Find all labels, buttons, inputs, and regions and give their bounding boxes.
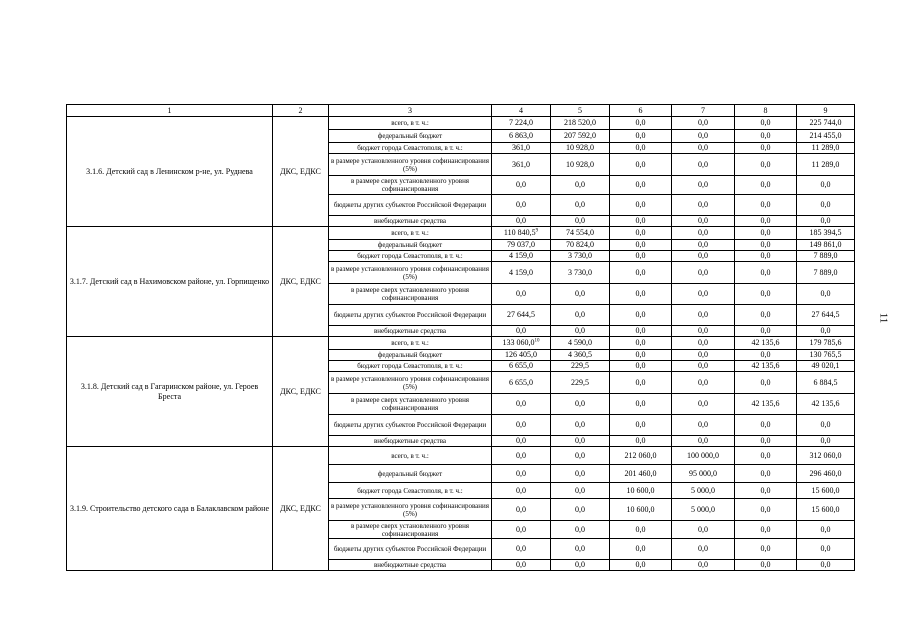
value-cell: 0,0 (610, 227, 672, 240)
executor-cell: ДКС, ЕДКС (273, 337, 329, 447)
value-cell: 10 600,0 (610, 483, 672, 499)
value-cell: 0,0 (797, 326, 855, 337)
funding-source-cell: в размере установленного уровня софинансирования (5%) (329, 262, 492, 284)
value-cell: 0,0 (735, 350, 797, 361)
value-cell: 0,0 (672, 195, 735, 216)
funding-source-cell: в размере сверх установленного уровня софинансирования (329, 394, 492, 415)
value-cell: 0,0 (610, 262, 672, 284)
header-cell: 2 (273, 105, 329, 117)
value-cell: 0,0 (551, 284, 610, 305)
value-cell: 0,0 (551, 560, 610, 571)
funding-source-cell: всего, в т. ч.: (329, 117, 492, 130)
value-cell: 0,0 (610, 521, 672, 539)
executor-cell: ДКС, ЕДКС (273, 447, 329, 571)
value-cell: 0,0 (610, 240, 672, 251)
value-cell: 0,0 (610, 305, 672, 326)
value-cell: 0,0 (735, 436, 797, 447)
value-cell: 218 520,0 (551, 117, 610, 130)
value-cell: 312 060,0 (797, 447, 855, 465)
funding-source-cell: федеральный бюджет (329, 130, 492, 143)
value-cell: 179 785,6 (797, 337, 855, 350)
page-number: 11 (877, 312, 890, 324)
value-cell: 361,0 (492, 154, 551, 176)
value-cell: 0,0 (735, 499, 797, 521)
value-cell: 0,0 (672, 284, 735, 305)
value-cell: 4 159,0 (492, 262, 551, 284)
value-cell: 0,0 (551, 216, 610, 227)
value-cell: 0,0 (735, 521, 797, 539)
value-cell: 0,0 (672, 361, 735, 372)
object-name-cell: 3.1.7. Детский сад в Нахимовском районе, ул. Горпищенко (67, 227, 273, 337)
value-cell: 0,0 (735, 176, 797, 195)
value-cell (492, 227, 551, 240)
value-cell: 0,0 (672, 251, 735, 262)
value-cell: 0,0 (492, 521, 551, 539)
value-cell: 0,0 (797, 195, 855, 216)
funding-source-cell: в размере установленного уровня софинансирования (5%) (329, 372, 492, 394)
value-cell: 10 600,0 (610, 499, 672, 521)
value-cell: 0,0 (551, 499, 610, 521)
value-cell: 0,0 (492, 560, 551, 571)
value-cell: 0,0 (551, 447, 610, 465)
funding-source-cell: бюджет города Севастополя, в т. ч.: (329, 143, 492, 154)
header-cell: 6 (610, 105, 672, 117)
value-cell: 361,0 (492, 143, 551, 154)
value-cell: 0,0 (672, 176, 735, 195)
value-cell: 229,5 (551, 372, 610, 394)
value-cell: 5 000,0 (672, 483, 735, 499)
funding-source-cell: внебюджетные средства (329, 326, 492, 337)
value-cell: 0,0 (492, 284, 551, 305)
value-cell: 0,0 (551, 305, 610, 326)
value-cell: 0,0 (610, 539, 672, 560)
value-cell: 0,0 (797, 176, 855, 195)
value-cell: 0,0 (735, 154, 797, 176)
funding-source-cell: бюджеты других субъектов Российской Федерации (329, 415, 492, 436)
header-cell: 8 (735, 105, 797, 117)
header-cell: 1 (67, 105, 273, 117)
table-row (67, 447, 855, 465)
budget-table (66, 104, 855, 571)
value-cell: 0,0 (735, 117, 797, 130)
value-cell: 0,0 (610, 154, 672, 176)
funding-source-cell: всего, в т. ч.: (329, 337, 492, 350)
header-cell: 5 (551, 105, 610, 117)
value-cell: 7 224,0 (492, 117, 551, 130)
value-cell: 0,0 (610, 143, 672, 154)
value-cell: 0,0 (492, 216, 551, 227)
value-cell: 42 135,6 (735, 394, 797, 415)
value-cell: 126 405,0 (492, 350, 551, 361)
value-cell: 0,0 (492, 176, 551, 195)
value-cell: 185 394,5 (797, 227, 855, 240)
value-cell: 0,0 (551, 415, 610, 436)
value-cell: 42 135,6 (735, 337, 797, 350)
value-cell: 74 554,0 (551, 227, 610, 240)
value-cell: 0,0 (610, 216, 672, 227)
value-cell: 0,0 (492, 447, 551, 465)
value-cell: 3 730,0 (551, 251, 610, 262)
value-cell: 0,0 (672, 394, 735, 415)
value-cell: 0,0 (672, 436, 735, 447)
value-cell: 0,0 (672, 372, 735, 394)
value-cell: 0,0 (735, 483, 797, 499)
value-cell: 0,0 (610, 350, 672, 361)
value-cell: 0,0 (610, 326, 672, 337)
value-cell: 5 000,0 (672, 499, 735, 521)
value-cell: 70 824,0 (551, 240, 610, 251)
value-cell: 0,0 (735, 240, 797, 251)
value-cell: 0,0 (735, 372, 797, 394)
value-cell: 0,0 (551, 436, 610, 447)
value-cell: 0,0 (735, 143, 797, 154)
value-cell: 0,0 (735, 326, 797, 337)
value-cell: 15 600,0 (797, 483, 855, 499)
value-cell: 0,0 (610, 130, 672, 143)
value-cell: 0,0 (492, 483, 551, 499)
value-cell: 207 592,0 (551, 130, 610, 143)
value-cell: 3 730,0 (551, 262, 610, 284)
value-cell: 0,0 (610, 337, 672, 350)
funding-source-cell: внебюджетные средства (329, 436, 492, 447)
value-cell: 0,0 (551, 539, 610, 560)
value-text: 110 840,5 (503, 228, 536, 237)
executor-cell: ДКС, ЕДКС (273, 227, 329, 337)
value-cell: 0,0 (610, 372, 672, 394)
value-cell: 6 655,0 (492, 361, 551, 372)
value-cell: 149 861,0 (797, 240, 855, 251)
value-cell: 49 020,1 (797, 361, 855, 372)
value-cell: 0,0 (735, 305, 797, 326)
value-cell: 0,0 (610, 415, 672, 436)
value-cell: 27 644,5 (492, 305, 551, 326)
value-cell: 0,0 (672, 305, 735, 326)
value-cell: 0,0 (492, 539, 551, 560)
value-cell: 0,0 (551, 326, 610, 337)
value-cell: 0,0 (492, 436, 551, 447)
value-cell: 0,0 (735, 465, 797, 483)
value-cell: 0,0 (672, 117, 735, 130)
value-cell: 0,0 (797, 539, 855, 560)
value-cell: 0,0 (492, 499, 551, 521)
footnote-marker: 10 (534, 338, 540, 344)
value-cell: 0,0 (492, 394, 551, 415)
funding-source-cell: внебюджетные средства (329, 560, 492, 571)
value-cell: 0,0 (610, 361, 672, 372)
value-cell: 0,0 (797, 560, 855, 571)
value-cell: 0,0 (672, 337, 735, 350)
value-cell: 79 037,0 (492, 240, 551, 251)
table-row (67, 227, 855, 240)
value-cell: 11 289,0 (797, 143, 855, 154)
value-cell: 0,0 (735, 447, 797, 465)
value-cell: 0,0 (551, 465, 610, 483)
funding-source-cell: в размере сверх установленного уровня софинансирования (329, 176, 492, 195)
footnote-marker: 9 (535, 228, 539, 234)
value-cell: 11 289,0 (797, 154, 855, 176)
value-cell: 0,0 (735, 415, 797, 436)
header-cell: 7 (672, 105, 735, 117)
value-cell: 0,0 (672, 262, 735, 284)
value-cell: 0,0 (672, 560, 735, 571)
funding-source-cell: федеральный бюджет (329, 240, 492, 251)
value-cell: 0,0 (672, 240, 735, 251)
value-cell: 10 928,0 (551, 143, 610, 154)
object-name-cell: 3.1.9. Строительство детского сада в Балаклавском районе (67, 447, 273, 571)
value-cell: 0,0 (492, 465, 551, 483)
value-cell: 130 765,5 (797, 350, 855, 361)
value-cell: 0,0 (735, 227, 797, 240)
value-cell: 4 159,0 (492, 251, 551, 262)
value-cell: 0,0 (551, 483, 610, 499)
funding-source-cell: всего, в т. ч.: (329, 447, 492, 465)
funding-source-cell: бюджеты других субъектов Российской Федерации (329, 195, 492, 216)
value-cell: 42 135,6 (735, 361, 797, 372)
table-body (67, 105, 855, 571)
value-cell: 100 000,0 (672, 447, 735, 465)
value-cell: 0,0 (735, 284, 797, 305)
header-cell: 9 (797, 105, 855, 117)
object-name-cell: 3.1.6. Детский сад в Ленинском р-не, ул. Руднева (67, 117, 273, 227)
value-cell: 0,0 (610, 394, 672, 415)
value-cell: 0,0 (492, 415, 551, 436)
value-cell: 0,0 (610, 251, 672, 262)
value-cell: 0,0 (672, 350, 735, 361)
value-cell: 0,0 (735, 130, 797, 143)
funding-source-cell: в размере установленного уровня софинансирования (5%) (329, 499, 492, 521)
value-cell: 27 644,5 (797, 305, 855, 326)
value-cell: 214 455,0 (797, 130, 855, 143)
value-cell: 0,0 (672, 415, 735, 436)
value-cell: 6 884,5 (797, 372, 855, 394)
value-cell: 0,0 (551, 176, 610, 195)
value-cell: 0,0 (672, 130, 735, 143)
value-cell: 10 928,0 (551, 154, 610, 176)
value-cell: 6 655,0 (492, 372, 551, 394)
value-cell: 0,0 (797, 436, 855, 447)
value-cell: 0,0 (735, 251, 797, 262)
value-cell (492, 337, 551, 350)
value-cell: 0,0 (610, 176, 672, 195)
value-cell: 229,5 (551, 361, 610, 372)
value-cell: 296 460,0 (797, 465, 855, 483)
funding-source-cell: федеральный бюджет (329, 465, 492, 483)
header-cell: 4 (492, 105, 551, 117)
value-cell: 4 360,5 (551, 350, 610, 361)
funding-source-cell: бюджет города Севастополя, в т. ч.: (329, 361, 492, 372)
value-cell: 0,0 (797, 284, 855, 305)
value-cell: 0,0 (610, 560, 672, 571)
header-row (67, 105, 855, 117)
value-cell: 0,0 (672, 521, 735, 539)
value-cell: 4 590,0 (551, 337, 610, 350)
header-cell: 3 (329, 105, 492, 117)
value-cell: 0,0 (735, 560, 797, 571)
funding-source-cell: бюджет города Севастополя, в т. ч.: (329, 251, 492, 262)
value-cell: 42 135,6 (797, 394, 855, 415)
value-cell: 0,0 (797, 216, 855, 227)
value-cell: 0,0 (551, 394, 610, 415)
value-cell: 0,0 (672, 154, 735, 176)
value-text: 133 060,0 (502, 338, 535, 347)
value-cell: 0,0 (672, 143, 735, 154)
value-cell: 95 000,0 (672, 465, 735, 483)
value-cell: 0,0 (551, 195, 610, 216)
value-cell: 0,0 (610, 284, 672, 305)
value-cell: 201 460,0 (610, 465, 672, 483)
value-cell: 0,0 (610, 117, 672, 130)
value-cell: 0,0 (610, 195, 672, 216)
funding-source-cell: в размере установленного уровня софинансирования (5%) (329, 154, 492, 176)
value-cell: 0,0 (610, 436, 672, 447)
funding-source-cell: бюджеты других субъектов Российской Федерации (329, 539, 492, 560)
value-cell: 7 889,0 (797, 262, 855, 284)
value-cell: 0,0 (735, 262, 797, 284)
executor-cell: ДКС, ЕДКС (273, 117, 329, 227)
value-cell: 0,0 (735, 216, 797, 227)
funding-source-cell: всего, в т. ч.: (329, 227, 492, 240)
funding-source-cell: бюджеты других субъектов Российской Федерации (329, 305, 492, 326)
funding-source-cell: в размере сверх установленного уровня софинансирования (329, 284, 492, 305)
value-cell: 0,0 (672, 539, 735, 560)
funding-source-cell: бюджет города Севастополя, в т. ч.: (329, 483, 492, 499)
funding-source-cell: федеральный бюджет (329, 350, 492, 361)
value-cell: 0,0 (551, 521, 610, 539)
value-cell: 7 889,0 (797, 251, 855, 262)
value-cell: 0,0 (797, 521, 855, 539)
value-cell: 212 060,0 (610, 447, 672, 465)
value-cell: 0,0 (735, 539, 797, 560)
value-cell: 6 863,0 (492, 130, 551, 143)
table-row (67, 337, 855, 350)
value-cell: 0,0 (492, 195, 551, 216)
funding-source-cell: внебюджетные средства (329, 216, 492, 227)
value-cell: 0,0 (672, 227, 735, 240)
value-cell: 0,0 (492, 326, 551, 337)
value-cell: 0,0 (672, 216, 735, 227)
value-cell: 0,0 (797, 415, 855, 436)
funding-source-cell: в размере сверх установленного уровня софинансирования (329, 521, 492, 539)
object-name-cell: 3.1.8. Детский сад в Гагаринском районе, ул. Героев Бреста (67, 337, 273, 447)
value-cell: 225 744,0 (797, 117, 855, 130)
value-cell: 0,0 (672, 326, 735, 337)
value-cell: 15 600,0 (797, 499, 855, 521)
value-cell: 0,0 (735, 195, 797, 216)
table-row (67, 117, 855, 130)
